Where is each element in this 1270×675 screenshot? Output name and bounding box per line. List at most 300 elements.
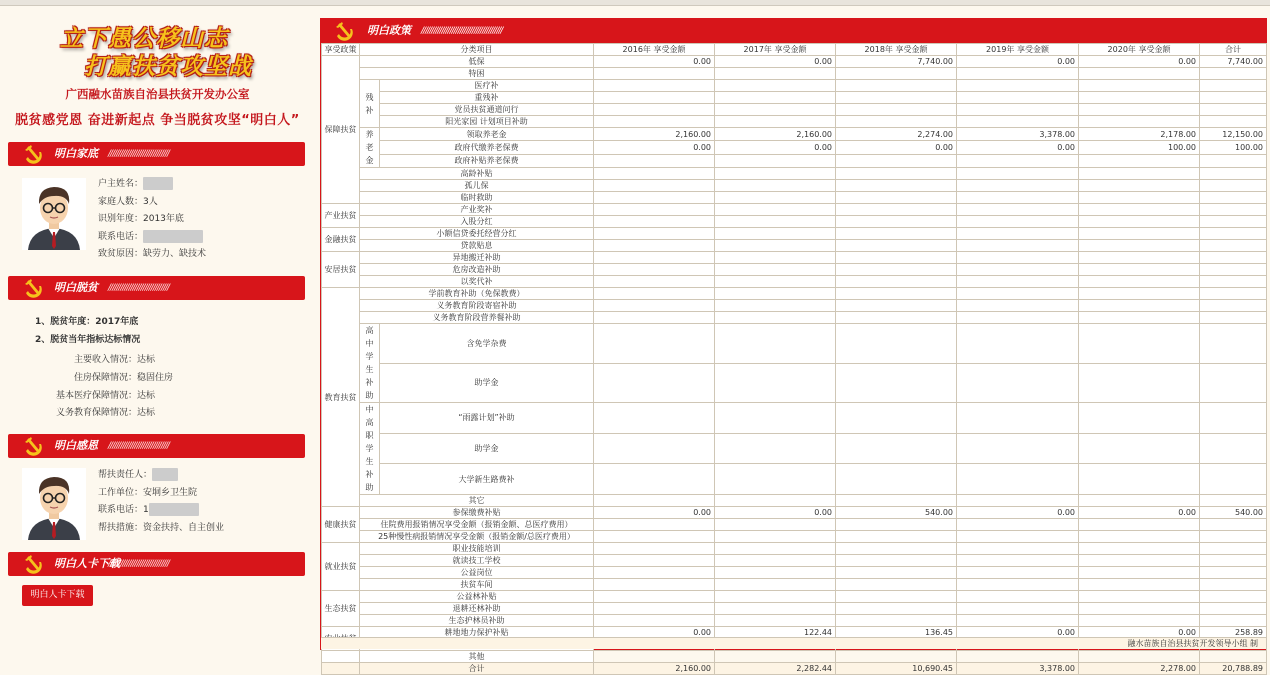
amount-cell [957, 615, 1079, 627]
amount-cell [1200, 204, 1267, 216]
policy-item: 阳光家园 计划项目补助 [380, 116, 594, 128]
amount-cell [715, 204, 836, 216]
amount-cell [957, 216, 1079, 228]
total-amount: 2,278.00 [1079, 663, 1200, 675]
amount-cell [715, 104, 836, 116]
section-header-card [8, 552, 305, 576]
amount-cell [836, 192, 957, 204]
policy-table [321, 43, 1267, 675]
table-row [322, 519, 1267, 531]
amount-cell [1079, 288, 1200, 300]
amount-cell [1079, 168, 1200, 180]
amount-cell [594, 264, 715, 276]
amount-cell [1079, 615, 1200, 627]
amount-cell [957, 154, 1079, 167]
amount-cell [836, 104, 957, 116]
policy-item: 义务教育阶段寄宿补助 [360, 300, 594, 312]
policy-item: 入股分红 [360, 216, 594, 228]
amount-cell [957, 363, 1079, 403]
amount-cell [1200, 216, 1267, 228]
policy-subcategory: 高中学生补助 [360, 324, 380, 403]
amount-cell [957, 104, 1079, 116]
section-header-tuopin [8, 276, 305, 300]
amount-cell [594, 363, 715, 403]
amount-cell [957, 288, 1079, 300]
identify-year: 识别年度：2013年底 [98, 214, 184, 224]
amount-cell [957, 603, 1079, 615]
amount-cell [836, 495, 957, 507]
amount-cell [715, 240, 836, 252]
amount-cell: 0.00 [957, 56, 1079, 68]
amount-cell [594, 433, 715, 464]
amount-cell [1079, 519, 1200, 531]
table-row [322, 154, 1267, 167]
col-header: 2018年 享受金额 [836, 44, 957, 56]
amount-cell [957, 168, 1079, 180]
amount-cell [1079, 68, 1200, 80]
amount-cell [1079, 464, 1200, 495]
policy-category-empty [322, 651, 360, 663]
amount-cell [594, 543, 715, 555]
policy-item: 领取养老金 [380, 128, 594, 141]
amount-cell [594, 603, 715, 615]
amount-cell [836, 92, 957, 104]
policy-item: 政府补贴养老保费 [380, 154, 594, 167]
amount-cell [715, 80, 836, 92]
table-row [322, 312, 1267, 324]
amount-cell: 0.00 [715, 141, 836, 154]
amount-cell [1200, 68, 1267, 80]
table-row [322, 56, 1267, 68]
phone-label: 联系电话： [98, 231, 144, 242]
policy-item: 临时救助 [360, 192, 594, 204]
policy-item: 贷款贴息 [360, 240, 594, 252]
total-amount: 3,378.00 [957, 663, 1079, 675]
helper-phone-label: 联系电话：1 [98, 505, 149, 515]
amount-cell [594, 531, 715, 543]
amount-cell [1200, 363, 1267, 403]
policy-item: 学前教育补助（免保教费） [360, 288, 594, 300]
amount-cell [715, 276, 836, 288]
amount-cell [594, 92, 715, 104]
total-amount: 2,282.44 [715, 663, 836, 675]
total-label: 合计 [360, 663, 594, 675]
amount-cell [836, 555, 957, 567]
amount-cell [715, 615, 836, 627]
avatar [22, 468, 86, 540]
amount-cell [957, 300, 1079, 312]
amount-cell [957, 519, 1079, 531]
amount-cell [1079, 363, 1200, 403]
amount-cell [1200, 80, 1267, 92]
amount-cell [1079, 312, 1200, 324]
col-header: 2020年 享受金额 [1079, 44, 1200, 56]
amount-cell: 258.89 [1200, 627, 1267, 639]
col-header: 享受政策 [322, 44, 360, 56]
table-row [322, 579, 1267, 591]
amount-cell [1079, 591, 1200, 603]
amount-cell [1079, 579, 1200, 591]
hammer-sickle-icon [333, 21, 357, 41]
amount-cell: 2,274.00 [836, 128, 957, 141]
policy-item: 25种慢性病报销情况享受金额（报销金额/总医疗费用） [360, 531, 594, 543]
amount-cell [1079, 180, 1200, 192]
amount-cell [836, 543, 957, 555]
amount-cell [594, 154, 715, 167]
amount-cell [594, 104, 715, 116]
amount-cell [1079, 300, 1200, 312]
amount-cell [1079, 252, 1200, 264]
amount-cell [836, 216, 957, 228]
amount-cell [594, 216, 715, 228]
amount-cell [836, 591, 957, 603]
amount-cell [594, 567, 715, 579]
amount-cell [957, 192, 1079, 204]
policy-category: 就业扶贫 [322, 543, 360, 591]
table-row [322, 128, 1267, 141]
amount-cell [1200, 433, 1267, 464]
table-row [322, 192, 1267, 204]
amount-cell [1079, 80, 1200, 92]
logo-line2: 打赢扶贫攻坚战 [84, 53, 252, 80]
table-row [322, 92, 1267, 104]
amount-cell [715, 216, 836, 228]
amount-cell [957, 92, 1079, 104]
amount-cell: 100.00 [1079, 141, 1200, 154]
amount-cell [1200, 555, 1267, 567]
amount-cell: 0.00 [957, 507, 1079, 519]
policy-item: 低保 [360, 56, 594, 68]
section-title: 明白感恩 [54, 439, 98, 452]
policy-item: 参保缴费补贴 [360, 507, 594, 519]
policy-item: 高龄补贴 [360, 168, 594, 180]
amount-cell [594, 300, 715, 312]
total-amount: 10,690.45 [836, 663, 957, 675]
table-row [322, 495, 1267, 507]
table-row [322, 240, 1267, 252]
policy-item: 含免学杂费 [380, 324, 594, 364]
slogan: 脱贫感党恩 奋进新起点 争当脱贫攻坚“明白人” [15, 113, 300, 128]
amount-cell [957, 403, 1079, 434]
amount-cell [1200, 168, 1267, 180]
policy-item: 其它 [360, 495, 594, 507]
policy-item: 重残补 [380, 92, 594, 104]
table-row [322, 168, 1267, 180]
amount-cell [836, 300, 957, 312]
col-header: 2019年 享受金额 [957, 44, 1079, 56]
amount-cell [594, 68, 715, 80]
amount-cell: 0.00 [1079, 56, 1200, 68]
amount-cell: 3,378.00 [957, 128, 1079, 141]
amount-cell [594, 464, 715, 495]
amount-cell [957, 495, 1079, 507]
total-row [322, 663, 1267, 675]
amount-cell [1079, 264, 1200, 276]
amount-cell [836, 324, 957, 364]
amount-cell [715, 603, 836, 615]
masked-name [152, 468, 178, 481]
amount-cell [1200, 651, 1267, 663]
policy-item: 产业奖补 [360, 204, 594, 216]
amount-cell [1200, 116, 1267, 128]
amount-cell [594, 80, 715, 92]
hammer-sickle-icon [22, 436, 46, 456]
tuopin-housing: 住房保障情况：稳固住房 [74, 373, 174, 383]
amount-cell [957, 116, 1079, 128]
amount-cell [594, 276, 715, 288]
amount-cell [957, 252, 1079, 264]
amount-cell [957, 543, 1079, 555]
policy-item: 异地搬迁补助 [360, 252, 594, 264]
table-row [322, 324, 1267, 364]
amount-cell [836, 519, 957, 531]
policy-item: 公益林补贴 [360, 591, 594, 603]
amount-cell [1079, 204, 1200, 216]
section-title: 明白政策 [367, 24, 411, 37]
policy-item: 义务教育阶段营养餐补助 [360, 312, 594, 324]
tuopin-medical: 基本医疗保障情况：达标 [56, 391, 156, 401]
amount-cell [715, 288, 836, 300]
campaign-logo [60, 20, 260, 78]
amount-cell [715, 154, 836, 167]
masked-phone [143, 230, 203, 243]
table-row [322, 403, 1267, 434]
amount-cell [715, 531, 836, 543]
amount-cell [1200, 543, 1267, 555]
amount-cell [1079, 403, 1200, 434]
decor-slashes: ////////////////////////////// [108, 149, 169, 159]
table-row [322, 531, 1267, 543]
amount-cell [1200, 276, 1267, 288]
amount-cell [836, 252, 957, 264]
amount-cell [957, 651, 1079, 663]
amount-cell [715, 180, 836, 192]
amount-cell [1079, 228, 1200, 240]
total-amount: 2,160.00 [594, 663, 715, 675]
policy-item: 助学金 [380, 433, 594, 464]
amount-cell [836, 116, 957, 128]
amount-cell [715, 300, 836, 312]
amount-cell [1200, 154, 1267, 167]
policy-item: 扶贫车间 [360, 579, 594, 591]
amount-cell [594, 615, 715, 627]
amount-cell [594, 591, 715, 603]
amount-cell [1200, 300, 1267, 312]
policy-subcategory: 中高职学生补助 [360, 403, 380, 495]
amount-cell: 12,150.00 [1200, 128, 1267, 141]
amount-cell [715, 116, 836, 128]
amount-cell [1079, 543, 1200, 555]
table-row [322, 80, 1267, 92]
policy-item: 党员扶贫通道问行 [380, 104, 594, 116]
amount-cell: 136.45 [836, 627, 957, 639]
amount-cell [836, 264, 957, 276]
table-row [322, 204, 1267, 216]
policy-item: 以奖代补 [360, 276, 594, 288]
policy-category: 生态扶贫 [322, 591, 360, 627]
tuopin-indicators: 2、脱贫当年指标达标情况 [35, 335, 141, 345]
tuopin-education: 义务教育保障情况：达标 [56, 408, 156, 418]
amount-cell [1200, 324, 1267, 364]
masked-phone [149, 503, 199, 516]
table-row [322, 68, 1267, 80]
amount-cell [836, 464, 957, 495]
decor-slashes: ////////////////////////////// [108, 559, 169, 569]
table-row [322, 228, 1267, 240]
amount-cell: 0.00 [1079, 507, 1200, 519]
amount-cell [957, 204, 1079, 216]
amount-cell: 100.00 [1200, 141, 1267, 154]
logo-line1: 立下愚公移山志 [60, 25, 228, 52]
table-row [322, 104, 1267, 116]
avatar [22, 178, 86, 250]
amount-cell: 540.00 [1200, 507, 1267, 519]
amount-cell: 122.44 [715, 627, 836, 639]
table-row [322, 141, 1267, 154]
policy-item: 政府代缴养老保费 [380, 141, 594, 154]
amount-cell [957, 80, 1079, 92]
amount-cell: 0.00 [594, 507, 715, 519]
amount-cell [715, 403, 836, 434]
amount-cell [594, 116, 715, 128]
amount-cell [1079, 495, 1200, 507]
table-row [322, 180, 1267, 192]
amount-cell: 0.00 [594, 56, 715, 68]
table-row [322, 300, 1267, 312]
amount-cell [1079, 192, 1200, 204]
amount-cell [594, 180, 715, 192]
amount-cell [715, 312, 836, 324]
amount-cell [715, 464, 836, 495]
amount-cell [1200, 579, 1267, 591]
table-row [322, 567, 1267, 579]
policy-item: “雨露计划”补助 [380, 403, 594, 434]
amount-cell [1079, 104, 1200, 116]
amount-cell [836, 312, 957, 324]
amount-cell [715, 579, 836, 591]
amount-cell [1200, 252, 1267, 264]
amount-cell [836, 363, 957, 403]
table-row [322, 276, 1267, 288]
office-name: 广西融水苗族自治县扶贫开发办公室 [65, 87, 250, 101]
amount-cell [957, 555, 1079, 567]
section-header-family [8, 142, 305, 166]
helper-unit: 工作单位：安垌乡卫生院 [98, 487, 198, 498]
section-title: 明白脱贫 [54, 281, 98, 294]
table-row [322, 252, 1267, 264]
policy-item: 就读技工学校 [360, 555, 594, 567]
amount-cell [715, 168, 836, 180]
amount-cell [594, 240, 715, 252]
amount-cell [957, 567, 1079, 579]
amount-cell [836, 288, 957, 300]
amount-cell [715, 68, 836, 80]
left-panel [0, 6, 315, 664]
policy-subcategory: 养老金 [360, 128, 380, 168]
amount-cell [715, 495, 836, 507]
policy-category: 安居扶贫 [322, 252, 360, 288]
amount-cell [594, 252, 715, 264]
amount-cell [836, 567, 957, 579]
amount-cell [957, 531, 1079, 543]
amount-cell [1200, 180, 1267, 192]
amount-cell [594, 651, 715, 663]
amount-cell [1079, 154, 1200, 167]
amount-cell [957, 464, 1079, 495]
householder-label: 户主姓名： [98, 179, 144, 189]
policy-item: 耕地地力保护补贴 [360, 627, 594, 639]
amount-cell [715, 433, 836, 464]
policy-subcategory: 残补 [360, 80, 380, 128]
policy-category: 健康扶贫 [322, 507, 360, 543]
amount-cell [1079, 531, 1200, 543]
amount-cell: 0.00 [715, 507, 836, 519]
table-row [322, 591, 1267, 603]
amount-cell [957, 264, 1079, 276]
amount-cell: 2,178.00 [1079, 128, 1200, 141]
policy-item: 住院费用报销情况享受金额（报销金额、总医疗费用） [360, 519, 594, 531]
amount-cell: 0.00 [957, 627, 1079, 639]
amount-cell: 2,160.00 [715, 128, 836, 141]
amount-cell [1200, 615, 1267, 627]
amount-cell [1200, 495, 1267, 507]
amount-cell: 0.00 [1079, 627, 1200, 639]
amount-cell [836, 154, 957, 167]
amount-cell [1200, 288, 1267, 300]
amount-cell [594, 312, 715, 324]
helper-phone-row [98, 502, 224, 520]
policy-item: 医疗补 [380, 80, 594, 92]
hammer-sickle-icon [22, 278, 46, 298]
amount-cell [715, 92, 836, 104]
amount-cell [715, 567, 836, 579]
amount-cell [957, 579, 1079, 591]
table-row [322, 603, 1267, 615]
policy-category: 保障扶贫 [322, 56, 360, 204]
amount-cell [594, 495, 715, 507]
amount-cell [836, 228, 957, 240]
section-header-policy [321, 19, 1266, 43]
amount-cell [957, 433, 1079, 464]
policy-item: 特困 [360, 68, 594, 80]
policy-item: 生态护林员补助 [360, 615, 594, 627]
amount-cell [957, 68, 1079, 80]
amount-cell [594, 168, 715, 180]
masked-name [143, 177, 173, 190]
helper-info [98, 467, 224, 537]
policy-item: 退耕还林补助 [360, 603, 594, 615]
table-footer: 融水苗族自治县扶贫开发领导小组 制 [321, 637, 1266, 649]
amount-cell [1079, 116, 1200, 128]
amount-cell [836, 651, 957, 663]
amount-cell [715, 591, 836, 603]
amount-cell [836, 68, 957, 80]
amount-cell [1079, 567, 1200, 579]
table-row [322, 507, 1267, 519]
amount-cell [1079, 603, 1200, 615]
amount-cell [594, 579, 715, 591]
policy-item: 公益岗位 [360, 567, 594, 579]
phone-row [98, 229, 206, 247]
download-card-button[interactable]: 明白人卡下载 [22, 585, 93, 606]
tuopin-year: 1、脱贫年度：2017年底 [35, 317, 139, 327]
policy-item: 大学新生路费补 [380, 464, 594, 495]
col-header: 2016年 享受金额 [594, 44, 715, 56]
amount-cell [1079, 216, 1200, 228]
amount-cell [715, 228, 836, 240]
family-info [98, 176, 206, 264]
decor-slashes: ////////////////////////////// [108, 441, 169, 451]
